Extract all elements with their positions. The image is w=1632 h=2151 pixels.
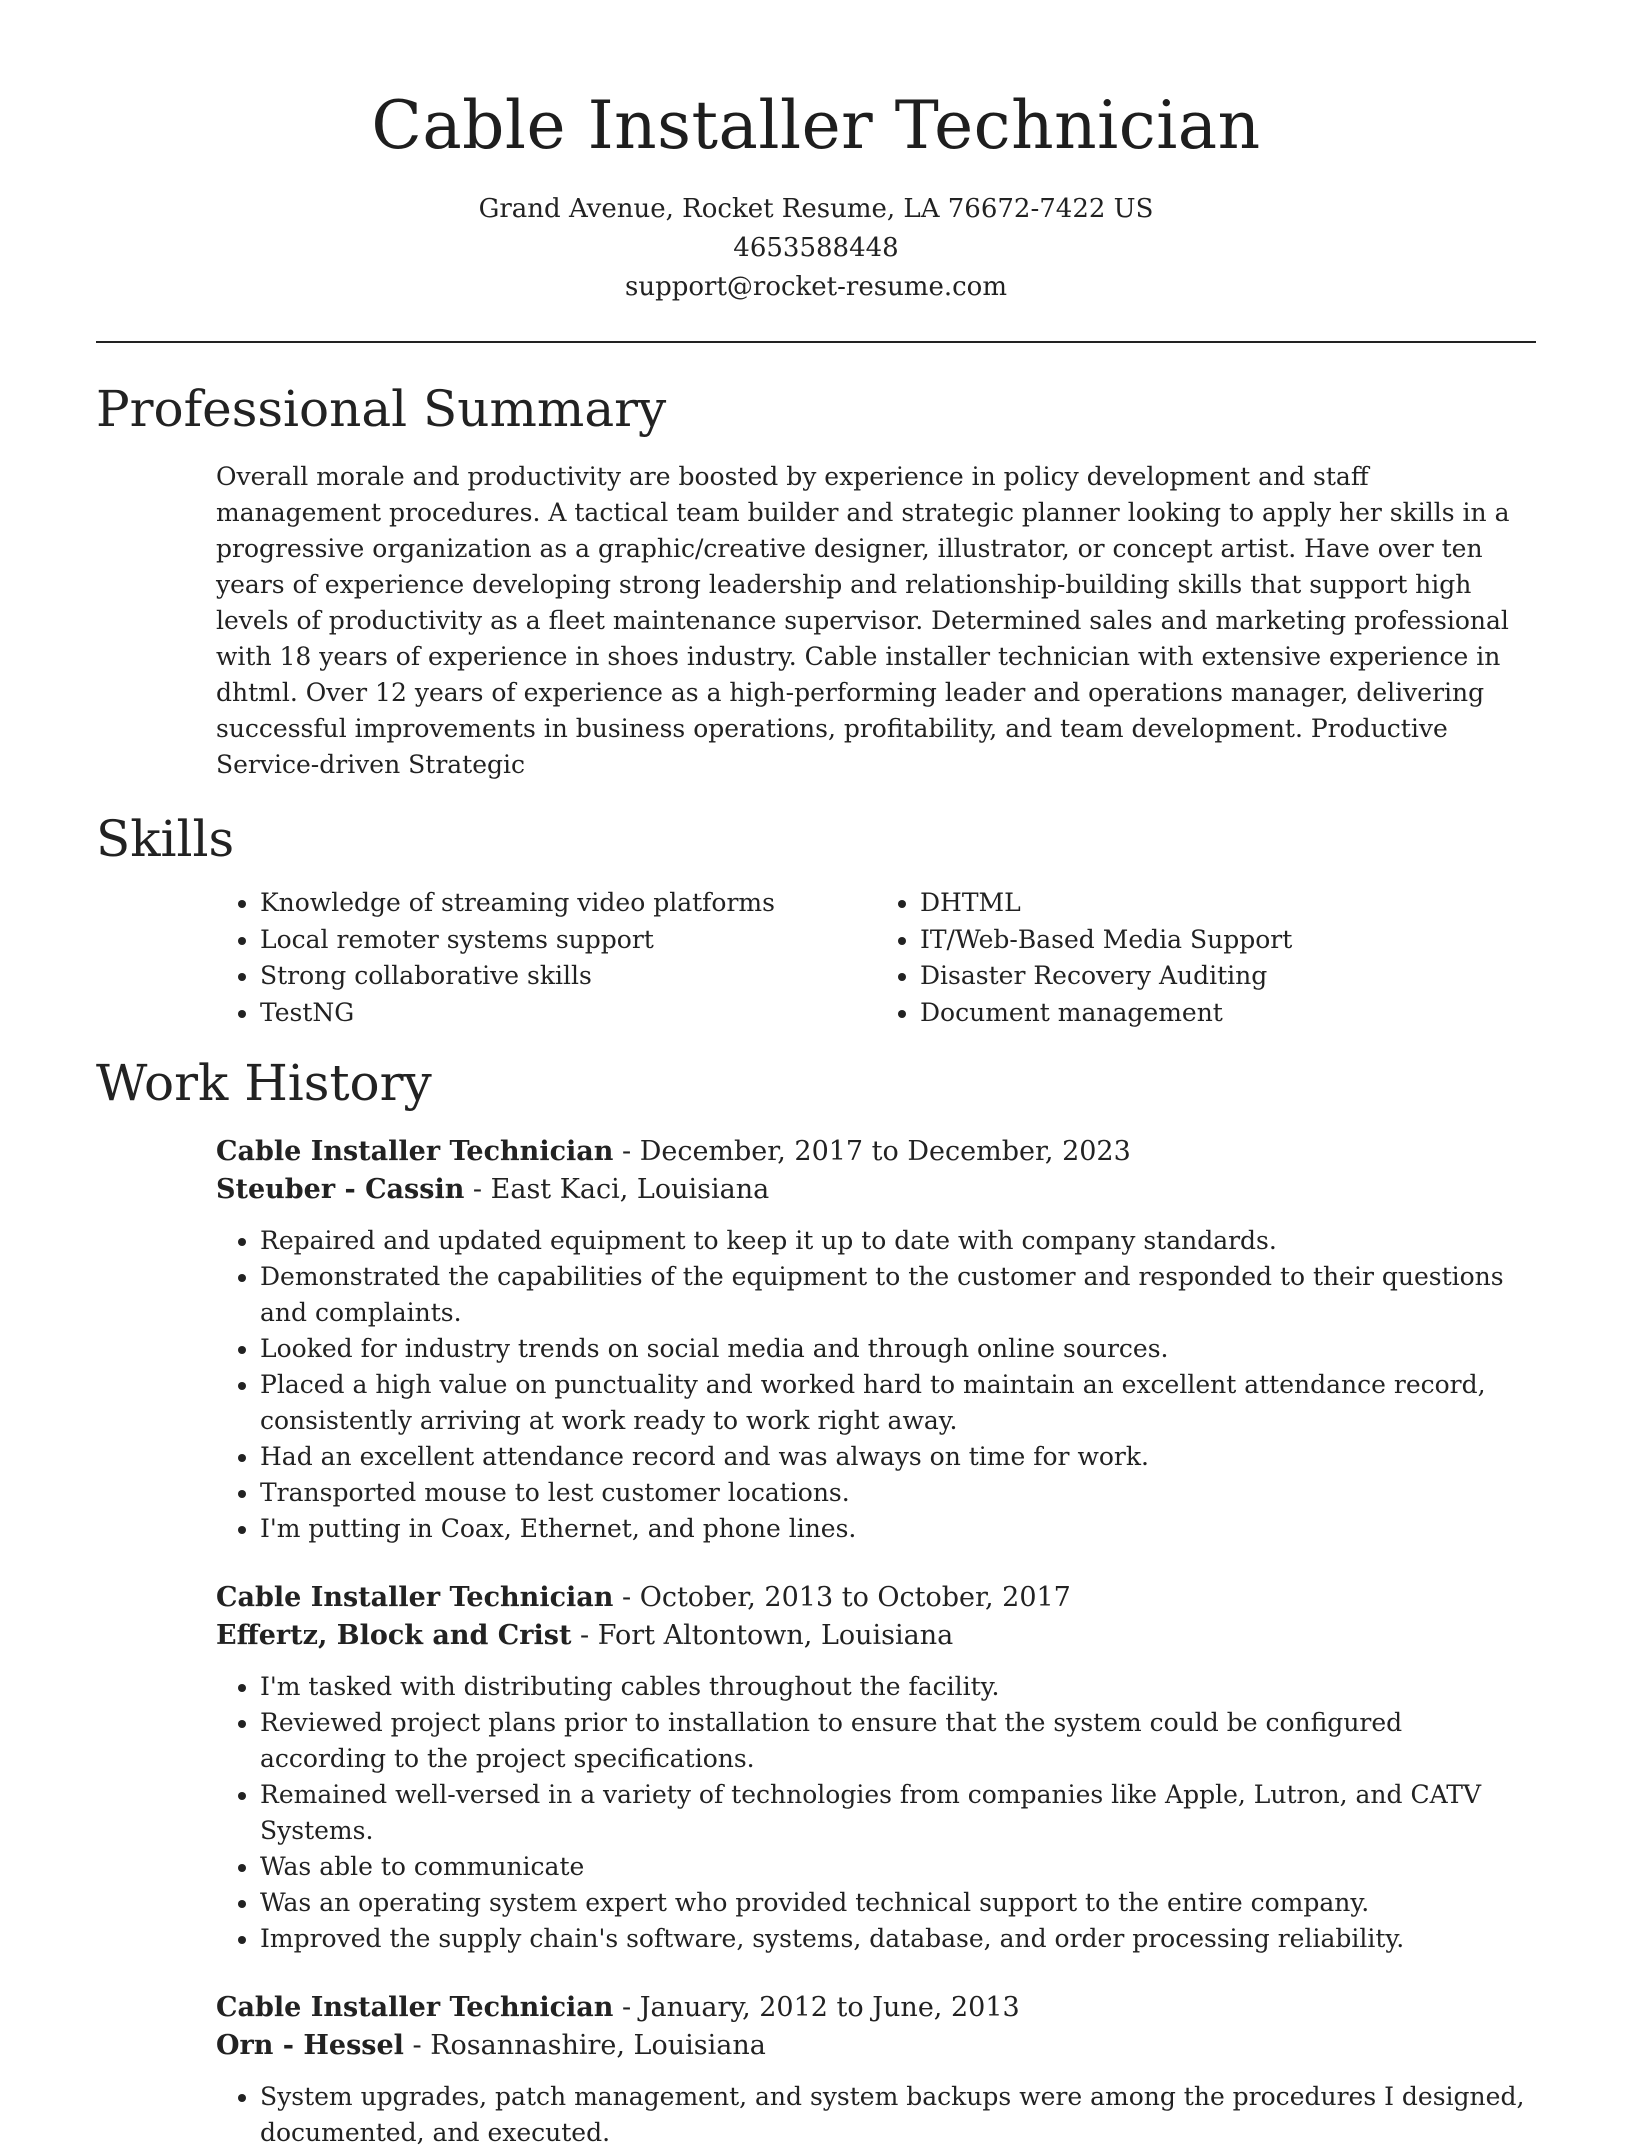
skills-section <box>96 809 1536 1031</box>
header-divider <box>96 341 1536 343</box>
job-duty: • Remained well-versed in a variety of technologies from companies like Apple, Lutron, and CATV Systems. <box>260 1777 1536 1849</box>
job-company: Effertz, Block and Crist <box>216 1620 572 1651</box>
skills-list-right <box>876 885 1536 1031</box>
job-duty: • Looked for industry trends on social media and through online sources. <box>260 1331 1536 1367</box>
job-duties-list <box>216 1223 1536 1547</box>
job-duty: • Was an operating system expert who provided technical support to the entire company. <box>260 1885 1536 1921</box>
job-duty: • I'm tasked with distributing cables throughout the facility. <box>260 1669 1536 1705</box>
job-location: - Rosannashire, Louisiana <box>403 2030 766 2061</box>
skill-item: • Strong collaborative skills <box>260 958 876 995</box>
job-title: Cable Installer Technician <box>216 1992 614 2023</box>
work-history-heading: Work History <box>96 1054 432 1112</box>
resume-header <box>96 0 1536 307</box>
job-company: Orn - Hessel <box>216 2030 404 2061</box>
job-duty: • Transported mouse to lest customer locations. <box>260 1475 1536 1511</box>
summary-text: Overall morale and productivity are boosted by experience in policy development and staff management procedures. A tactical team builder and strategic planner looking to apply her skills in a progressive organization as a graphic/creative designer, illustrator, or concept artist. Have over ten years of experience developing strong leadership and relationship-building skills that support high levels of productivity as a fleet maintenance supervisor. Determined sales and marketing professional with 18 years of experience in shoes industry. Cable installer technician with extensive experience in dhtml. Over 12 years of experience as a high-performing leader and operations manager, delivering successful improvements in business operations, profitability, and team development. Productive Service-driven Strategic <box>216 462 1510 779</box>
skills-columns <box>216 885 1536 1031</box>
job-title: Cable Installer Technician <box>216 1136 614 1167</box>
skills-list-left <box>216 885 876 1031</box>
job-duty: • Demonstrated the capabilities of the equipment to the customer and responded to their questions and complaints. <box>260 1259 1536 1331</box>
job-duty: • I'm putting in Coax, Ethernet, and phone lines. <box>260 1511 1536 1547</box>
work-history-section <box>96 1053 1536 2151</box>
job-entry <box>216 1133 1536 1547</box>
job-company: Steuber - Cassin <box>216 1174 465 1205</box>
skill-item: • Document management <box>920 995 1536 1032</box>
candidate-name: Cable Installer Technician <box>371 87 1261 164</box>
job-duties-list <box>216 1669 1536 1957</box>
contact-phone: 4653588448 <box>733 233 899 263</box>
job-entry <box>216 1989 1536 2151</box>
job-title: Cable Installer Technician <box>216 1582 614 1613</box>
job-duty: • Placed a high value on punctuality and worked hard to maintain an excellent attendance record, consistently arriving at work ready to work right away. <box>260 1367 1536 1439</box>
contact-email: support@rocket-resume.com <box>624 272 1007 302</box>
job-duty: • Was able to communicate <box>260 1849 1536 1885</box>
skill-item: • Disaster Recovery Auditing <box>920 958 1536 995</box>
job-duty: • Improved the supply chain's software, systems, database, and order processing reliability. <box>260 1921 1536 1957</box>
skills-heading: Skills <box>96 810 235 868</box>
job-company-line <box>216 1617 1536 1655</box>
job-dates: - January, 2012 to June, 2013 <box>613 1992 1020 2023</box>
job-company-line <box>216 1171 1536 1209</box>
job-duty: • Repaired and updated equipment to keep it up to date with company standards. <box>260 1223 1536 1259</box>
job-title-line <box>216 1133 1536 1171</box>
skill-item: • DHTML <box>920 885 1536 922</box>
job-title-line <box>216 1989 1536 2027</box>
job-location: - Fort Altontown, Louisiana <box>571 1620 954 1651</box>
skill-item: • Local remoter systems support <box>260 922 876 959</box>
contact-info <box>96 190 1536 307</box>
job-duties-list <box>216 2079 1536 2151</box>
skill-item: • Knowledge of streaming video platforms <box>260 885 876 922</box>
job-dates: - December, 2017 to December, 2023 <box>613 1136 1131 1167</box>
summary-section <box>96 379 1536 783</box>
job-dates: - October, 2013 to October, 2017 <box>613 1582 1071 1613</box>
skill-item: • TestNG <box>260 995 876 1032</box>
job-entry <box>216 1579 1536 1957</box>
job-title-line <box>216 1579 1536 1617</box>
summary-heading: Professional Summary <box>96 380 667 438</box>
skill-item: • IT/Web-Based Media Support <box>920 922 1536 959</box>
contact-address: Grand Avenue, Rocket Resume, LA 76672-7422 US <box>478 194 1154 224</box>
job-duty: • System upgrades, patch management, and system backups were among the procedures I designed, documented, and executed. <box>260 2079 1536 2151</box>
job-company-line <box>216 2027 1536 2065</box>
job-location: - East Kaci, Louisiana <box>464 1174 770 1205</box>
job-duty: • Reviewed project plans prior to installation to ensure that the system could be configured according to the project specifications. <box>260 1705 1536 1777</box>
job-duty: • Had an excellent attendance record and was always on time for work. <box>260 1439 1536 1475</box>
